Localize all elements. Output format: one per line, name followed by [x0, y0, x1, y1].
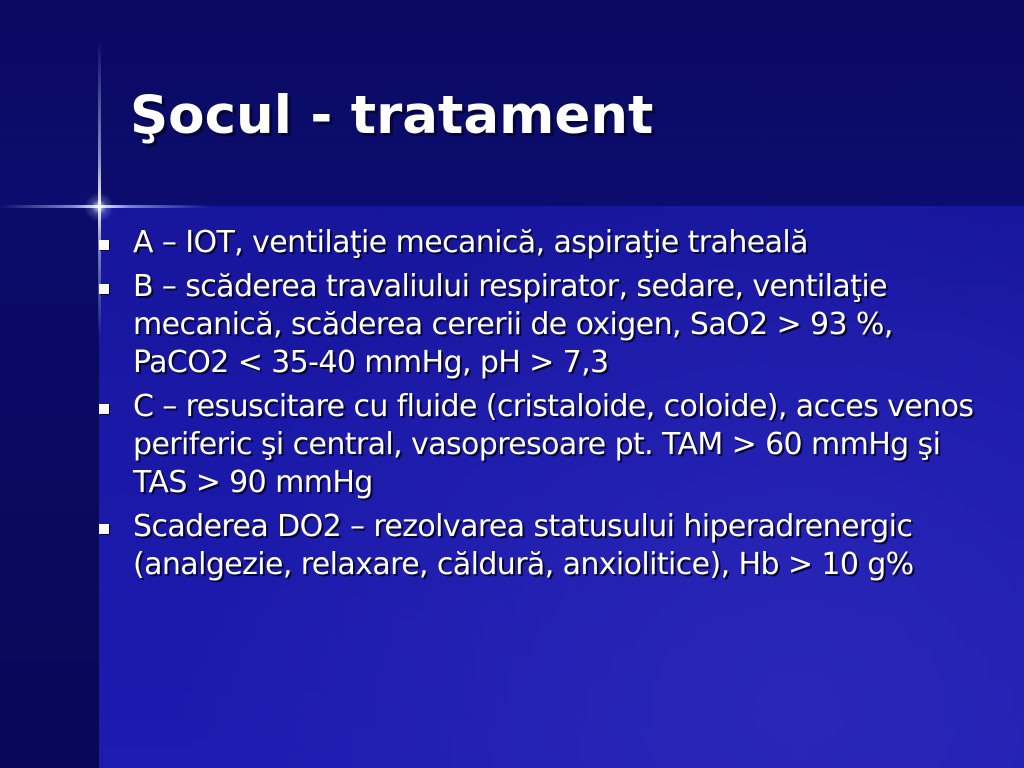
- square-bullet-icon: [99, 284, 109, 294]
- bullet-item-do2: [96, 508, 976, 584]
- bullet-text: Scaderea DO2 – rezolvarea statusului hiperadrenergic (analgezie, relaxare, căldură, anxiolitice), Hb > 10 g%: [133, 509, 914, 582]
- bullet-text: C – resuscitare cu fluide (cristaloide, coloide), acces venos periferic şi central, vasopresoare pt. TAM > 60 mmHg şi TAS > 90 mmHg: [133, 389, 974, 500]
- square-bullet-icon: [99, 404, 109, 414]
- slide-title: Şocul - tratament: [130, 85, 654, 146]
- bullet-text: B – scăderea travaliului respirator, sedare, ventilaţie mecanică, scăderea cererii de oxigen, SaO2 > 93 %, PaCO2 < 35-40 mmHg, pH > 7,3: [133, 269, 893, 380]
- left-band: [0, 206, 99, 768]
- square-bullet-icon: [99, 524, 109, 534]
- bullet-list: [96, 224, 976, 590]
- bullet-text: A – IOT, ventilaţie mecanică, aspiraţie traheală: [133, 225, 808, 260]
- bullet-item-circulation: [96, 388, 976, 502]
- square-bullet-icon: [99, 240, 109, 250]
- light-flare-glow-icon: [84, 192, 114, 222]
- bullet-item-airway: [96, 224, 976, 262]
- bullet-item-breathing: [96, 268, 976, 382]
